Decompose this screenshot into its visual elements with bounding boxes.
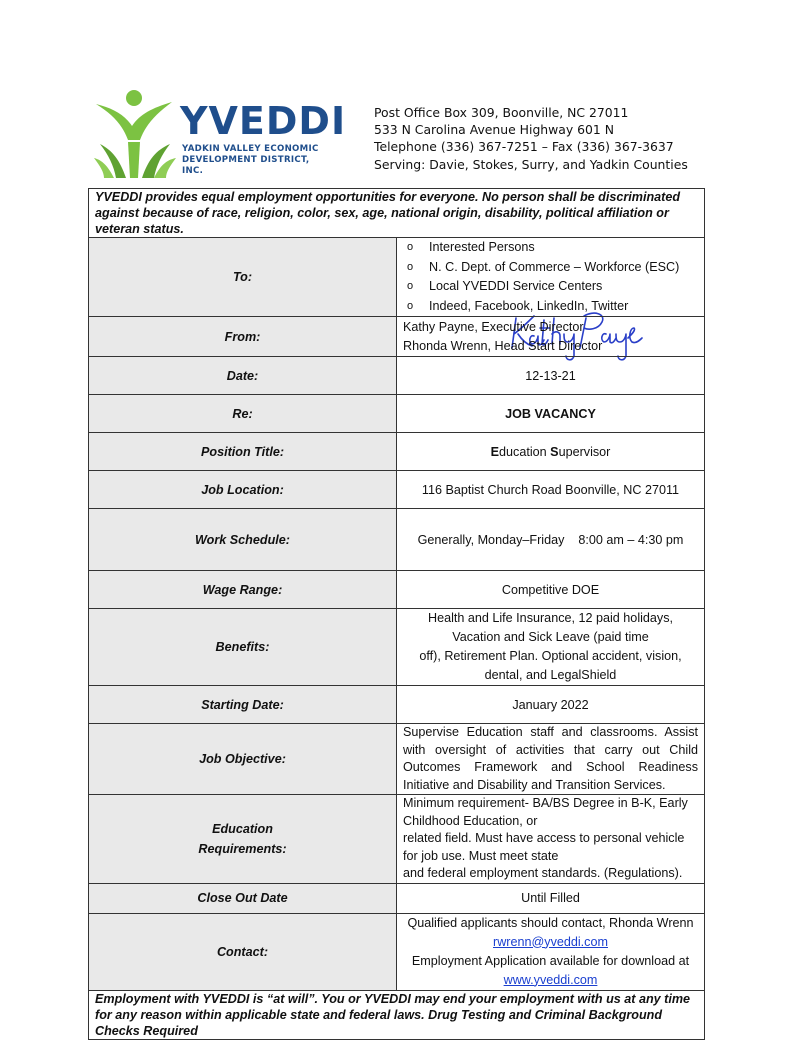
distribution-list: [403, 238, 698, 316]
position-title-value: Education Supervisor: [397, 433, 705, 471]
job-objective-label: Job Objective:: [89, 724, 397, 795]
list-item: o Indeed, Facebook, LinkedIn, Twitter: [429, 297, 698, 317]
address-line: Serving: Davie, Stokes, Surry, and Yadkin Counties: [374, 156, 688, 172]
close-out-date-label: Close Out Date: [89, 883, 397, 913]
yveddi-logo: [92, 88, 347, 180]
list-item: o N. C. Dept. of Commerce – Workforce (ESC): [429, 258, 698, 278]
from-label: From:: [89, 317, 397, 357]
date-label: Date:: [89, 357, 397, 395]
close-out-date-value: Until Filled: [397, 883, 705, 913]
wage-range-label: Wage Range:: [89, 571, 397, 609]
job-location-value: 116 Baptist Church Road Boonville, NC 27011: [397, 471, 705, 509]
from-value: [397, 317, 705, 357]
logo-figure-icon: [92, 88, 178, 180]
address-line: 533 N Carolina Avenue Highway 601 N: [374, 122, 615, 138]
equal-opportunity-notice: YVEDDI provides equal employment opportunities for everyone. No person shall be discriminated against because of race, religion, color, sex, age, national origin, disability, political affiliation or veteran status.: [89, 189, 705, 238]
date-value: 12-13-21: [397, 357, 705, 395]
logo-subtitle: YADKIN VALLEY ECONOMIC DEVELOPMENT DISTRICT, INC.: [182, 144, 319, 176]
job-location-label: Job Location:: [89, 471, 397, 509]
contact-value: [397, 913, 705, 990]
from-line: Rhonda Wrenn, Head Start Director: [403, 338, 603, 353]
re-label: Re:: [89, 395, 397, 433]
list-item: o Interested Persons: [429, 238, 698, 258]
to-value: [397, 238, 705, 317]
re-value: JOB VACANCY: [397, 395, 705, 433]
starting-date-value: January 2022: [397, 686, 705, 724]
education-requirements-value: Minimum requirement- BA/BS Degree in B-K, Early Childhood Education, or related field. Must have access to personal vehicle for job use. Must meet state and federal employment standards. (Regulations).: [397, 795, 705, 884]
work-schedule-value: Generally, Monday–Friday 8:00 am – 4:30 pm: [397, 509, 705, 571]
to-label: To:: [89, 238, 397, 317]
position-title-label: Position Title:: [89, 433, 397, 471]
contact-line: Qualified applicants should contact, Rhonda Wrenn rwrenn@yveddi.com: [407, 915, 694, 949]
list-item: o Local YVEDDI Service Centers: [429, 277, 698, 297]
job-vacancy-table: [88, 188, 705, 1040]
wage-range-value: Competitive DOE: [397, 571, 705, 609]
address-line: Telephone (336) 367-7251 – Fax (336) 367-3637: [374, 139, 674, 155]
contact-label: Contact:: [89, 913, 397, 990]
address-line: Post Office Box 309, Boonville, NC 27011: [374, 105, 629, 120]
education-requirements-label: Education Requirements:: [89, 795, 397, 884]
address-block: [374, 104, 688, 173]
work-schedule-label: Work Schedule:: [89, 509, 397, 571]
from-line: Kathy Payne, Executive Director: [403, 319, 584, 334]
contact-line: Employment Application available for download at www.yveddi.com: [411, 953, 690, 987]
benefits-value: Health and Life Insurance, 12 paid holidays, Vacation and Sick Leave (paid time off), Retirement Plan. Optional accident, vision, dental, and LegalShield: [397, 609, 705, 686]
email-link[interactable]: rwrenn@yveddi.com: [493, 934, 608, 949]
benefits-label: Benefits:: [89, 609, 397, 686]
logo-wordmark: YVEDDI: [180, 99, 347, 143]
at-will-notice: Employment with YVEDDI is “at will”. You or YVEDDI may end your employment with us at any time for any reason within applicable state and federal laws. Drug Testing and Criminal Background Checks Required: [89, 990, 705, 1039]
website-link[interactable]: www.yveddi.com: [503, 972, 598, 987]
job-objective-value: Supervise Education staff and classrooms. Assist with oversight of activities that carry out Child Outcomes Framework and School Readiness Initiative and Disability and Transition Services.: [397, 724, 705, 795]
starting-date-label: Starting Date:: [89, 686, 397, 724]
